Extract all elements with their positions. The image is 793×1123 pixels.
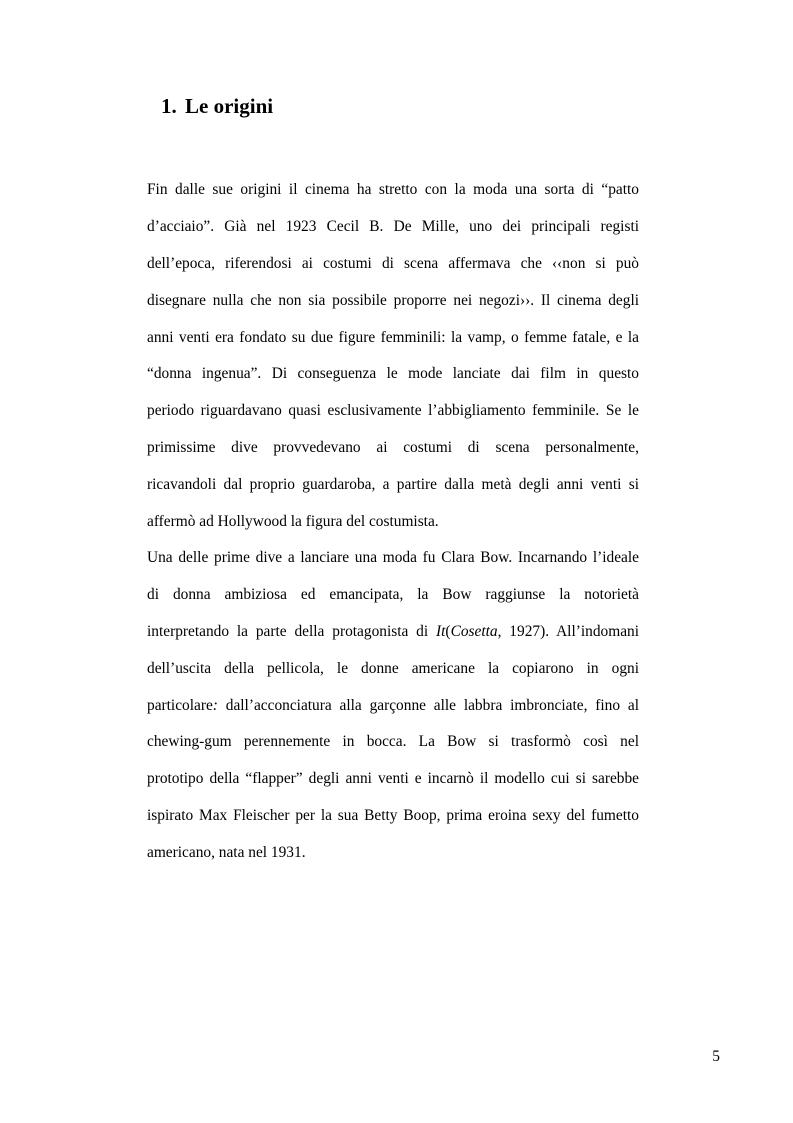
film-title: It [436, 622, 446, 640]
paragraph-line: disegnare nulla che non sia possibile proporre nei negozi››. Il cinema degli [147, 291, 639, 309]
text-run: : [212, 696, 218, 714]
page-number: 5 [712, 1048, 720, 1065]
paragraph-line: affermò ad Hollywood la figura del costumista. [147, 513, 439, 531]
paragraph-1 [147, 172, 639, 541]
paragraph-line [147, 688, 639, 725]
paragraph-line: “donna ingenua”. Di conseguenza le mode lanciate dai film in questo [147, 365, 639, 383]
text-run: dall’acconciatura alla garçonne alle labbra imbronciate, fino al [217, 696, 639, 714]
paragraph-line: periodo riguardavano quasi esclusivamente l’abbigliamento femminile. Se le [147, 402, 639, 420]
paragraph-line: di donna ambiziosa ed emancipata, la Bow raggiunse la notorietà [147, 585, 639, 603]
section-heading [161, 94, 273, 119]
text-run: 1927). All’indomani [501, 622, 639, 640]
paragraph-2 [147, 540, 639, 872]
paragraph-line: americano, nata nel 1931. [147, 844, 306, 862]
paragraph-line: chewing-gum perennemente in bocca. La Bow si trasformò così nel [147, 733, 639, 751]
text-run: ( [445, 622, 451, 640]
paragraph-line: dell’epoca, riferendosi ai costumi di scena affermava che ‹‹non si può [147, 254, 639, 272]
paragraph-line [147, 614, 639, 651]
paragraph-line: anni venti era fondato su due figure femminili: la vamp, o femme fatale, e la [147, 328, 639, 346]
section-title: Le origini [185, 94, 274, 118]
paragraph-line: ispirato Max Fleischer per la sua Betty Boop, prima eroina sexy del fumetto [147, 807, 639, 825]
paragraph-line: dell’uscita della pellicola, le donne americane la copiarono in ogni [147, 659, 639, 677]
film-italian-title: Cosetta, [450, 622, 502, 640]
section-number: 1. [161, 94, 177, 118]
paragraph-line: Una delle prime dive a lanciare una moda fu Clara Bow. Incarnando l’ideale [147, 549, 639, 566]
text-run: particolare [147, 696, 213, 714]
text-run: interpretando la parte della protagonista di [147, 622, 437, 640]
paragraph-line: Fin dalle sue origini il cinema ha stretto con la moda una sorta di “patto [147, 181, 639, 198]
paragraph-line: primissime dive provvedevano ai costumi di scena personalmente, [147, 439, 639, 457]
paragraph-line: prototipo della “flapper” degli anni venti e incarnò il modello cui si sarebbe [147, 770, 639, 788]
paragraph-line: d’acciaio”. Già nel 1923 Cecil B. De Mille, uno dei principali registi [147, 217, 639, 235]
paragraph-line: ricavandoli dal proprio guardaroba, a partire dalla metà degli anni venti si [147, 476, 639, 494]
